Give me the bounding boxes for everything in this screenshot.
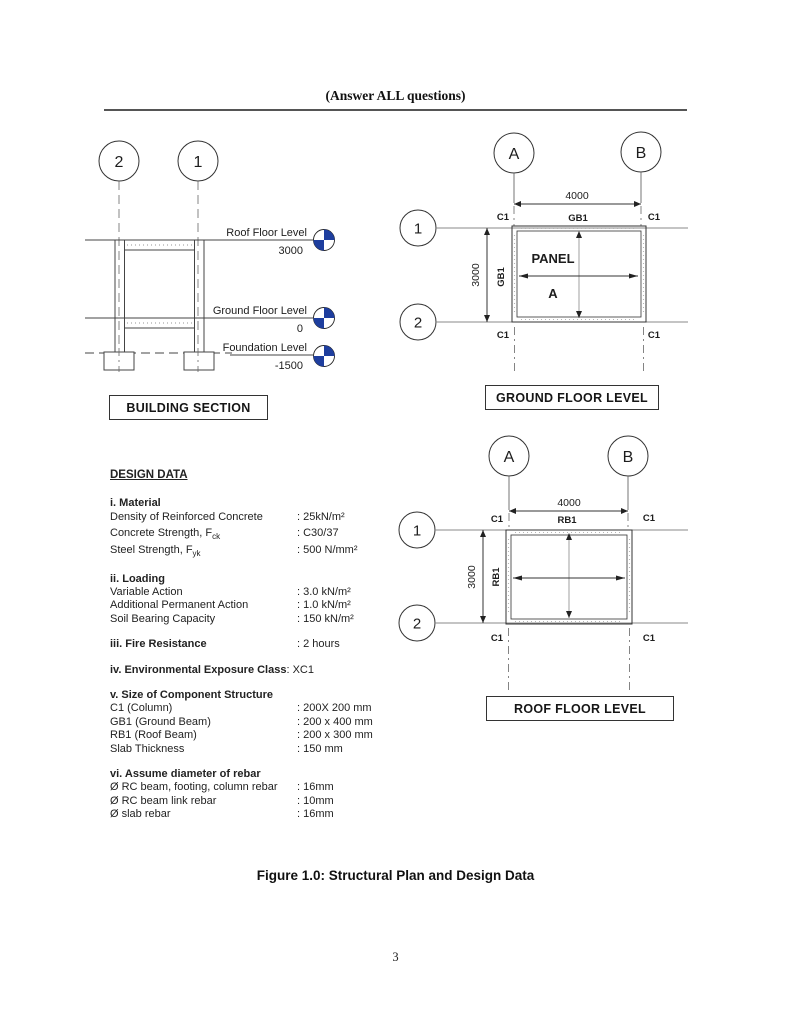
row-label: Ø slab rebar: [110, 808, 171, 821]
section-title: v. Size of Component Structure: [110, 689, 273, 702]
row-label: Steel Strength, $F_{yk}$: [110, 544, 201, 559]
row-label: Variable Action: [110, 586, 183, 598]
column-tag: C1: [496, 212, 510, 223]
building-section-drawing: [75, 135, 345, 380]
height-dim-value: 3000: [466, 565, 478, 589]
row-label: Ø RC beam, footing, column rebar: [110, 781, 278, 794]
slab-stipple: [127, 245, 192, 323]
row-value: : 16mm: [297, 781, 334, 794]
design-data-row: [110, 613, 390, 626]
foundation-level-label: Foundation Level: [222, 342, 307, 354]
design-data-row: [110, 527, 390, 544]
column-tag: C1: [490, 633, 504, 644]
grid-bubble-B-label: B: [635, 145, 647, 162]
column-tag: C1: [496, 330, 510, 341]
design-data-section-sizes: [110, 689, 390, 756]
span-arrows: [519, 231, 638, 318]
panel-letter: A: [548, 286, 558, 301]
roof-level-elevation: 3000: [278, 245, 303, 257]
row-value: : 500 N/mm²: [297, 544, 358, 556]
figure-caption: Figure 1.0: Structural Plan and Design Data: [256, 868, 535, 883]
design-data-row: [110, 743, 390, 756]
header-rule: [104, 109, 687, 111]
row-value: : 1.0 kN/m²: [297, 599, 351, 612]
width-dim-value: 4000: [565, 190, 589, 202]
width-dimension: [514, 190, 641, 207]
row-label: Slab Thickness: [110, 742, 185, 755]
span-arrows: [513, 533, 625, 618]
section-title: i. Material: [110, 497, 161, 510]
row-value: : 16mm: [297, 808, 334, 821]
grid-bubble-A-label: A: [508, 146, 520, 163]
width-dim-value: 4000: [557, 497, 581, 509]
building-section-title: BUILDING SECTION: [109, 395, 268, 420]
panel-label: PANEL: [531, 251, 575, 266]
design-data-section-fire: [110, 638, 390, 651]
design-data-section-material: [110, 497, 390, 560]
grid-bubbles: [99, 141, 218, 181]
design-data-section-loading: [110, 573, 390, 627]
row-label: Soil Bearing Capacity: [110, 612, 216, 625]
row-value: : 10mm: [297, 794, 334, 807]
page-header: (Answer ALL questions): [325, 88, 466, 103]
design-data-row: [110, 599, 390, 612]
roof-floor-plan-drawing: [398, 432, 690, 694]
footing-right: [184, 352, 214, 370]
design-data-section-rebar: [110, 768, 390, 822]
row-value: : 200 x 400 mm: [297, 715, 373, 728]
design-data-row: [110, 729, 390, 742]
design-data-row: [110, 544, 390, 561]
row-label: RB1 (Roof Beam): [110, 729, 197, 742]
design-data-row: [110, 702, 390, 715]
row-value: : XC1: [286, 663, 314, 676]
grid-bubbles: [400, 132, 661, 340]
design-data-row: [110, 808, 390, 821]
section-title: iv. Environmental Exposure Class: [110, 663, 287, 676]
roof-floor-plan-title: ROOF FLOOR LEVEL: [486, 696, 674, 721]
beam-tag-side: GB1: [496, 267, 507, 287]
row-value: : 25kN/m²: [297, 510, 345, 523]
row-label: Additional Permanent Action: [110, 599, 249, 612]
row-value: : 200 x 300 mm: [297, 729, 373, 742]
ground-level-elevation: 0: [296, 323, 303, 335]
grid-bubble-1-label: 1: [193, 154, 203, 171]
level-marker-icon: [314, 346, 335, 367]
row-label-subscript: yk: [192, 549, 201, 559]
column-tag: C1: [642, 633, 656, 644]
row-label: Concrete Strength, $F_{ck}$: [110, 527, 221, 542]
page-number: 3: [392, 950, 399, 964]
roof-level-label: Roof Floor Level: [226, 227, 307, 239]
grid-bubble-A-label: A: [503, 449, 515, 466]
column-tag: C1: [647, 330, 661, 341]
row-value: : C30/37: [297, 527, 339, 540]
level-marker-icon: [314, 308, 335, 329]
beam-tag-top: GB1: [568, 213, 588, 224]
row-value: : 3.0 kN/m²: [297, 586, 351, 598]
row-label: Density of Reinforced Concrete: [110, 510, 263, 523]
ground-level-label: Ground Floor Level: [212, 305, 307, 317]
grid-bubble-2-label: 2: [412, 615, 422, 633]
design-data-row: [110, 586, 390, 599]
design-data-row: [110, 716, 390, 729]
design-data-row: [110, 795, 390, 808]
row-label: C1 (Column): [110, 702, 173, 715]
design-data-section-exposure: [110, 664, 390, 677]
design-data-block: [110, 469, 390, 834]
row-value: : 150 kN/m²: [297, 612, 354, 625]
grid-bubbles: [399, 436, 648, 641]
level-labels: [213, 227, 307, 372]
beam-tag-side: RB1: [491, 567, 502, 587]
grid-bubble-B-label: B: [622, 449, 634, 466]
section-title: ii. Loading: [110, 572, 165, 585]
design-data-row: [110, 511, 390, 528]
grid-centerlines: [119, 181, 198, 348]
height-dimension: [470, 228, 490, 322]
width-dimension: [509, 497, 628, 514]
column-tag: C1: [647, 212, 661, 223]
grid-bubble-2-label: 2: [114, 154, 124, 171]
row-label: GB1 (Ground Beam): [110, 715, 211, 728]
height-dimension: [466, 530, 486, 623]
grid-lines: [436, 172, 688, 322]
level-marker-icon: [314, 230, 335, 251]
foundation-level-elevation: -1500: [274, 360, 303, 372]
row-value: : 200X 200 mm: [297, 702, 372, 715]
beam-tag-top: RB1: [557, 515, 577, 526]
height-dim-value: 3000: [470, 263, 482, 287]
row-label: Ø RC beam link rebar: [110, 794, 217, 807]
section-title: vi. Assume diameter of rebar: [110, 768, 261, 781]
grid-bubble-2-label: 2: [413, 314, 423, 332]
grid-bubble-1-label: 1: [412, 522, 422, 540]
design-data-heading: DESIGN DATA: [110, 469, 188, 481]
row-value: : 2 hours: [297, 638, 340, 651]
row-label-subscript: ck: [212, 532, 221, 542]
row-value: : 150 mm: [297, 742, 343, 755]
ground-floor-plan-title: GROUND FLOOR LEVEL: [485, 385, 659, 410]
ground-floor-plan-drawing: [398, 130, 690, 392]
level-marker-icons: [314, 230, 335, 367]
column-tag: C1: [490, 514, 504, 525]
grid-bubble-1-label: 1: [413, 220, 423, 238]
design-data-row: [110, 781, 390, 794]
column-tag: C1: [642, 513, 656, 524]
section-title: iii. Fire Resistance: [110, 638, 207, 651]
